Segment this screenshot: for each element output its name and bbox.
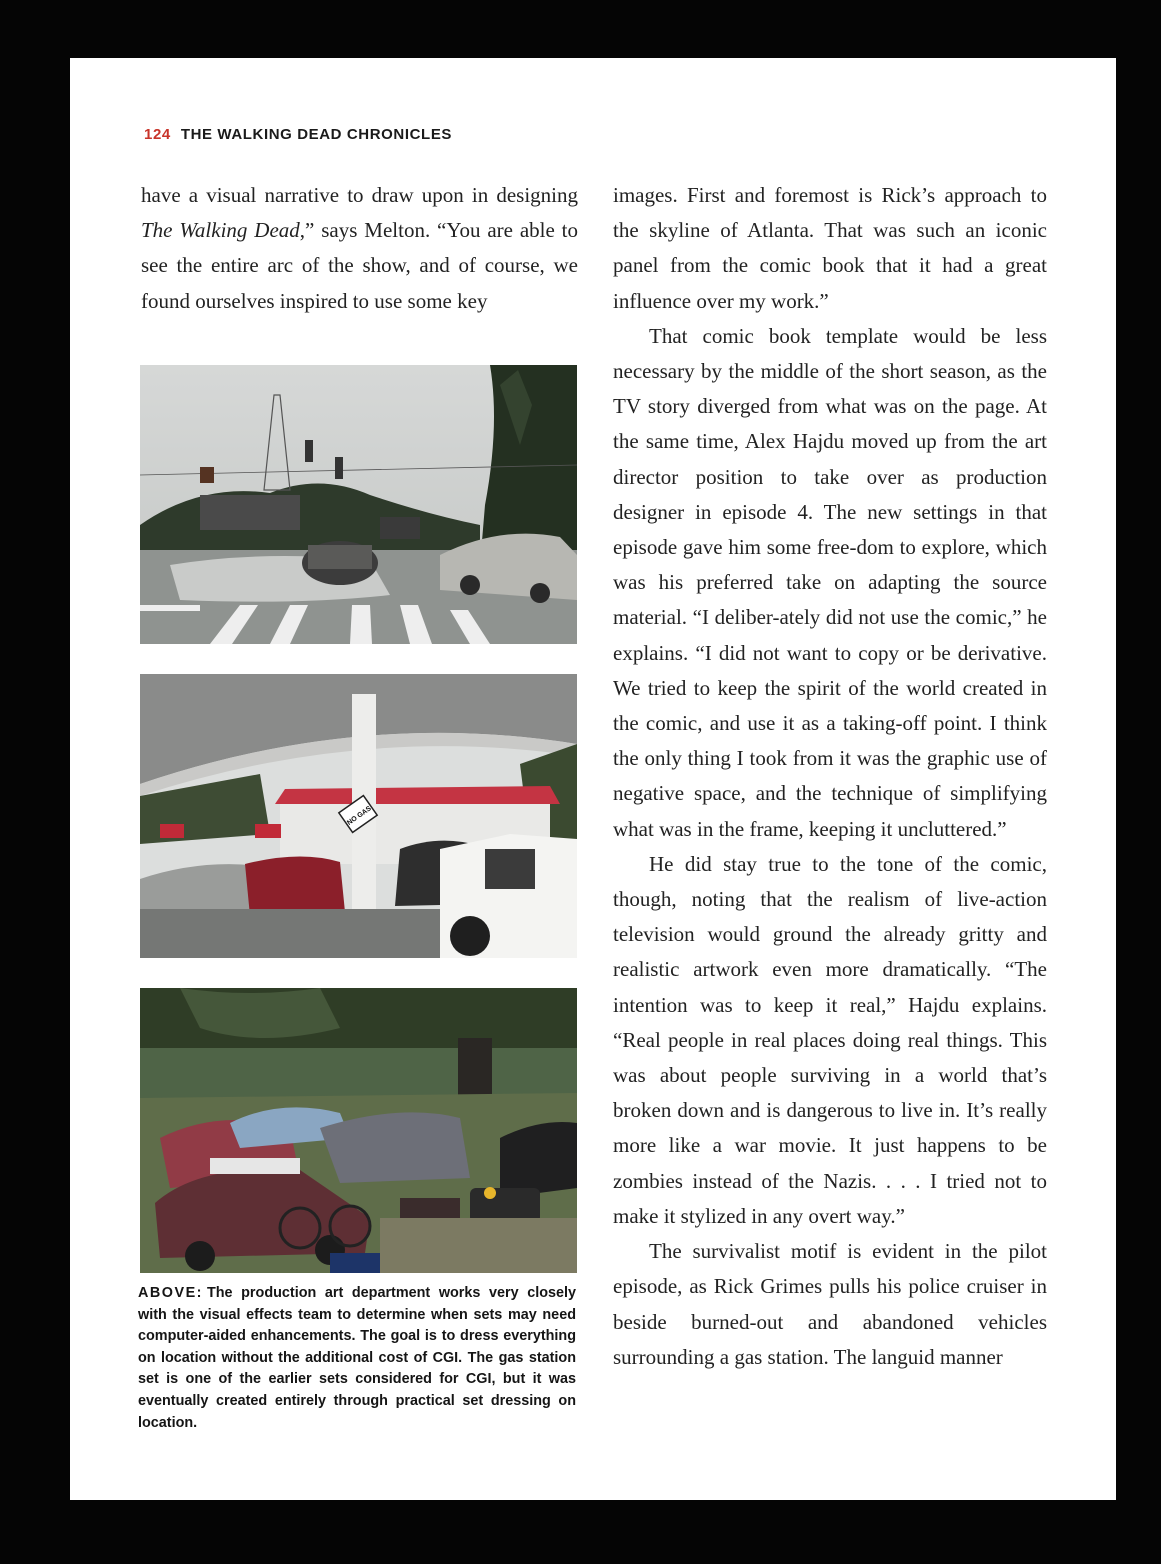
page-number: 124: [144, 126, 171, 143]
show-title-italic: The Walking Dead: [141, 218, 300, 243]
right-text-column: [613, 178, 1047, 1375]
photo-intersection: [140, 365, 577, 644]
photo-caption: [138, 1283, 576, 1434]
running-header: [144, 126, 452, 143]
book-page: [70, 58, 1116, 1500]
left-text-column: [141, 178, 578, 319]
photo-survivor-camp: [140, 988, 577, 1273]
camp-photo-image: [140, 988, 577, 1273]
red-roof: [275, 786, 560, 804]
gas-station-photo-image: [140, 674, 577, 958]
body-paragraph: images. First and foremost is Rick’s approach to the skyline of Atlanta. That was such an iconic panel from the comic book that it had a great influence over my work.”: [613, 183, 1047, 313]
caption-text: The production art department works very closely with the visual effects team to determine when sets may need computer-aided enhancements. The goal is to dress everything on location without the additional cost of CGI. The gas station set is one of the earlier sets considered for CGI, but it was eventually created entirely through practical set dressing on location.: [138, 1285, 576, 1431]
traffic-light-icon: [305, 440, 313, 462]
body-paragraph: The survivalist motif is evident in the pilot episode, as Rick Grimes pulls his police cruiser in beside burned-out and abandoned vehicles surrounding a gas station. The languid manner: [613, 1239, 1047, 1369]
body-paragraph: He did stay true to the tone of the comic, though, noting that the realism of live-action television would ground the already gritty and realistic artwork even more dramatically. “The intention was to keep it real,” Hajdu explains. “Real people in real places doing real things. This was about people surviving in a world that’s broken down and is dangerous to live in. It’s really more like a war movie. It just happens to be zombies instead of the Nazis. . . . I tried not to make it stylized in any overt way.”: [613, 851, 1047, 1228]
intersection-photo-image: [140, 365, 577, 644]
photo-gas-station: [140, 674, 577, 958]
body-text: have a visual narrative to draw upon in designing: [141, 183, 578, 207]
book-title: THE WALKING DEAD CHRONICLES: [180, 126, 453, 143]
caption-lead: ABOVE:: [138, 1285, 203, 1301]
body-paragraph: [141, 178, 578, 319]
sign-text: NO GAS: [346, 805, 373, 827]
body-text: ,” says Melton. “You are able to see the entire arc of the show, and of course, we found ourselves inspired to use some key: [141, 218, 579, 313]
body-paragraph: That comic book template would be less necessary by the middle of the short season, as the TV story diverged from what was on the page. At the same time, Alex Hajdu moved up from the art director position to take over as production designer in episode 4. The new settings in that episode gave him some free-dom to explore, which was his preferred take on adapting the source material. “I deliber-ately did not use the comic,” he explains. “I did not want to copy or be derivative. We tried to keep the spirit of the world created in the comic, and use it as a taking-off point. I think the only thing I took from it was the graphic use of negative space, and the technique of simplifying what was in the frame, keeping it uncluttered.”: [613, 323, 1047, 841]
traffic-light-icon: [335, 457, 343, 479]
